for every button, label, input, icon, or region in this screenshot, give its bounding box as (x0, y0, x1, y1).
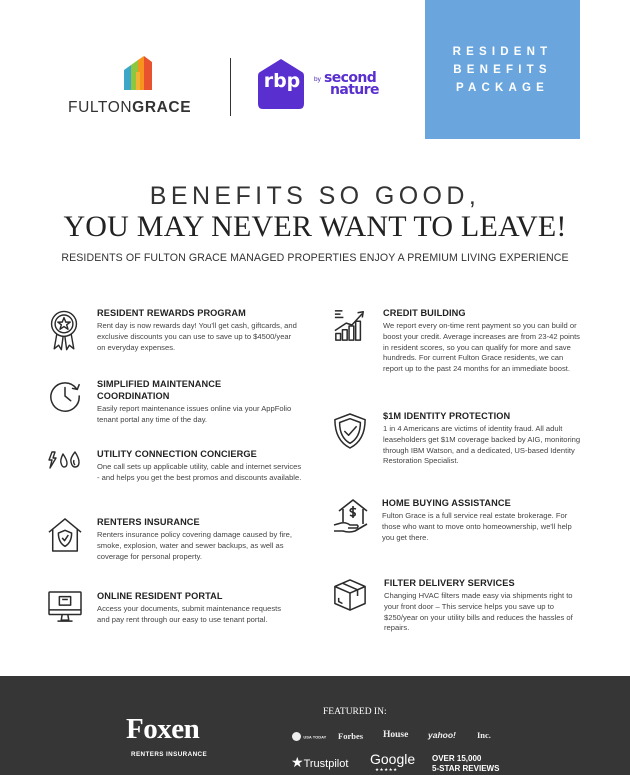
fulton-grace-wordmark (68, 99, 191, 117)
clock-icon (48, 379, 82, 413)
benefit-rewards (48, 308, 298, 363)
featured-in-label: FEATURED IN: (323, 707, 387, 717)
benefit-desc: Easily report maintenance issues online via your AppFolio tenant portal any time of the day. (97, 404, 292, 424)
benefit-title: HOME BUYING ASSISTANCE (382, 498, 511, 508)
headline-line-2: YOU MAY NEVER WANT TO LEAVE! (63, 210, 567, 243)
usa-today-logo (292, 731, 326, 741)
fulton-grace-logo (68, 56, 208, 118)
benefit-credit (333, 308, 583, 388)
wordmark-light: FULTON (68, 99, 133, 116)
package-line-1: RESIDENT (452, 45, 553, 58)
footer (0, 676, 630, 775)
benefit-desc: Changing HVAC filters made easy via shipments right to your front door – This service helps you save up to $250/year on your utility bills and reduces the hassles of repairs. (384, 591, 573, 633)
reviews-count (432, 754, 512, 774)
headline-subline: RESIDENTS OF FULTON GRACE MANAGED PROPERTIES ENJOY A PREMIUM LIVING EXPERIENCE (61, 252, 569, 264)
benefit-maintenance (48, 379, 298, 429)
resident-benefits-package-box (425, 0, 580, 139)
logo-divider (230, 58, 231, 116)
benefit-title: CREDIT BUILDING (383, 308, 466, 318)
benefit-desc: Rent day is now rewards day! You'll get cash, giftcards, and exclusive discounts you can use to save up to $4500/year on everyday expenses. (97, 321, 297, 352)
trustpilot-text: Trustpilot (303, 758, 349, 770)
usa-today-text: USA TODAY (303, 734, 327, 740)
trustpilot-star-icon: ★ (291, 754, 304, 770)
reviews-line-1: OVER 15,000 (432, 754, 482, 763)
package-title (438, 43, 568, 97)
building-mark-icon (122, 56, 154, 90)
benefit-desc: Renters insurance policy covering damage caused by fire, smoke, explosion, water and sewer backups, as well as coverage for personal property. (97, 530, 293, 561)
usa-today-dot-icon (292, 732, 301, 741)
nature-text: nature (330, 82, 379, 98)
second-nature-wordmark (324, 72, 379, 96)
inc-logo: Inc. (477, 730, 491, 740)
house-logo: House (383, 730, 409, 740)
benefit-title: UTILITY CONNECTION CONCIERGE (97, 449, 257, 459)
foxen-logo: Foxen (126, 713, 200, 745)
benefit-title: RENTERS INSURANCE (97, 517, 200, 527)
package-box-icon (333, 578, 367, 612)
package-line-2: BENEFITS (453, 63, 552, 76)
benefit-desc: 1 in 4 Americans are victims of identity fraud. All adult leaseholders get $1M coverage backed by AIG, monitoring through IBM Watson, and a dedicated, US-based Identity Restoration Specialist. (383, 424, 581, 466)
benefit-title: ONLINE RESIDENT PORTAL (97, 591, 223, 601)
house-dollar-icon (333, 498, 369, 534)
shield-check-icon (333, 411, 367, 451)
rbp-badge-text: rbp (263, 70, 301, 92)
google-stars: ★★★★★ (375, 767, 398, 772)
wordmark-bold: GRACE (132, 99, 192, 116)
benefit-utility (48, 449, 302, 497)
yahoo-logo: yahoo! (428, 730, 456, 740)
headline-line-1: BENEFITS SO GOOD, (149, 182, 481, 210)
package-line-3: PACKAGE (455, 81, 550, 94)
benefit-identity (333, 411, 588, 471)
house-shield-icon (48, 517, 82, 553)
benefit-home-buying (333, 498, 583, 548)
benefit-title: $1M IDENTITY PROTECTION (383, 411, 511, 421)
benefit-title: SIMPLIFIED MAINTENANCE COORDINATION (97, 379, 222, 401)
benefit-title: FILTER DELIVERY SERVICES (384, 578, 515, 588)
monitor-icon (48, 591, 82, 623)
benefit-insurance (48, 517, 298, 567)
benefit-desc: One call sets up applicable utility, cable and internet services - and helps you get the best promos and discounts available. (97, 462, 302, 482)
foxen-subtitle: RENTERS INSURANCE (131, 751, 208, 758)
utilities-icon (48, 451, 84, 469)
reviews-line-2: 5-STAR REVIEWS (432, 764, 500, 773)
second-text: second (324, 70, 377, 86)
benefit-portal (48, 591, 298, 641)
growth-chart-icon (333, 308, 367, 342)
benefit-desc: Fulton Grace is a full service real estate brokerage. For those who want to move onto homeownership, we'll help you get there. (382, 511, 572, 542)
benefit-desc: Access your documents, submit maintenance requests and pay rent through our easy to use tenant portal. (97, 604, 282, 624)
benefit-title: RESIDENT REWARDS PROGRAM (97, 308, 246, 318)
trustpilot-logo (291, 754, 348, 771)
rbp-by-text: by (314, 76, 321, 83)
header (0, 0, 630, 150)
award-ribbon-icon (48, 308, 80, 354)
google-logo: Google (370, 751, 416, 767)
rbp-logo (258, 58, 388, 112)
benefit-filter-delivery (333, 578, 583, 638)
forbes-logo: Forbes (338, 731, 364, 741)
benefit-desc: We report every on-time rent payment so you can build or boost your credit. Average increases are from 23-42 points in resident scores, so you can qualify for more and save hundreds. For current Fulton Grace residents, we can report up to the past 24 months for an immediate boost. (383, 321, 580, 374)
